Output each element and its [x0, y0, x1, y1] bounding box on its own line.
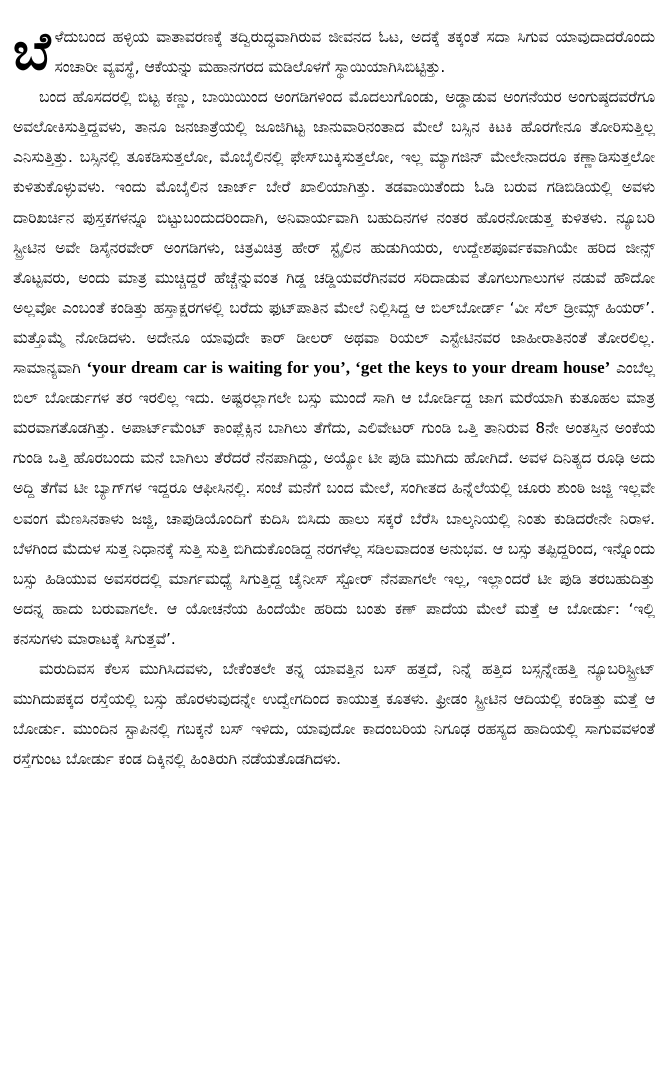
paragraph-2-text-b: ಎಂಬೆಲ್ಲ ಬಿಲ್ ಬೋರ್ಡುಗಳ ತರ ಇರಲಿಲ್ಲ ಇದು. ಅಷ್ಟರಲ್ಲಾಗಲೇ ಬಸ್ಸು ಮುಂದೆ ಸಾಗಿ ಆ ಬೋರ್ಡಿದ್ದ ಜಾಗ ಮರೆಯಾಗಿ ಕುತೂಹಲ ಮಾತ್ರ ಮರವಾಗತೊಡಗಿತ್ತು. ಅಪಾರ್ಟ್‌ಮೆಂಟ್ ಕಾಂಪ್ಲೆಕ್ಸಿನ ಬಾಗಿಲು ತೆಗೆದು, ಎಲಿವೇಟರ್ ಗುಂಡಿ ಒತ್ತಿ ತಾನಿರುವ 8ನೇ ಅಂತಸ್ತಿನ ಅಂಕೆಯ ಗುಂಡಿ ಒತ್ತಿ ಹೊರಬಂದು ಮನೆ ಬಾಗಿಲು ತೆರೆದರೆ ನೆನಪಾಗಿದ್ದು, ಅಯ್ಯೋ ಟೀ ಪುಡಿ ಮುಗಿದು ಹೋಗಿದೆ. ಅವಳ ದಿನಿತ್ಯದ ರೂಢಿ ಅದು ಅದ್ದಿ ತೆಗೆವ ಟೀ ಬ್ಯಾಗ್‌ಗಳ ಇದ್ದರೂ ಆಫೀಸಿನಲ್ಲಿ. ಸಂಜೆ ಮನೆಗೆ ಬಂದ ಮೇಲೆ, ಸಂಗೀತದ ಹಿನ್ನೆಲೆಯಲ್ಲಿ ಚೂರು ಶುಂಠಿ ಜಜ್ಜಿ ಇಲ್ಲವೇ ಲವಂಗ ಮೆಣಸಿನಕಾಳು ಜಜ್ಜಿ, ಚಾಪುಡಿಯೊಂದಿಗೆ ಕುದಿಸಿ ಬಿಸಿದು ಹಾಲು ಸಕ್ಕರೆ ಬೆರೆಸಿ ಬಾಲ್ಕನಿಯಲ್ಲಿ ನಿಂತು ಕುಡಿದರೇನೇ ನಿರಾಳ. ಬೆಳಗಿಂದ ಮೆದುಳ ಸುತ್ತ ನಿಧಾನಕ್ಕೆ ಸುತ್ತಿ ಸುತ್ತಿ ಬಿಗಿದುಕೊಂಡಿದ್ದ ನರಗಳೆಲ್ಲ ಸಡಿಲವಾದಂತ ಅನುಭವ. ಆ ಬಸ್ಸು ತಪ್ಪಿದ್ದರಿಂದ, ಇನ್ನೊಂದು ಬಸ್ಸು ಹಿಡಿಯುವ ಅವಸರದಲ್ಲಿ ಮಾರ್ಗಮಧ್ಯೆ ಸಿಗುತ್ತಿದ್ದ ಚೈನೀಸ್ ಸ್ಟೋರ್ ನೆನಪಾಗಲೇ ಇಲ್ಲ, ಇಲ್ಲಾಂದರೆ ಟೀ ಪುಡಿ ತರಬಹುದಿತ್ತು ಅದನ್ನ ಹಾದು ಬರುವಾಗಲೇ. ಆ ಯೋಚನೆಯ ಹಿಂದೆಯೇ ಹರಿದು ಬಂತು ಕಣ್ ಪಾದೆಯ ಮೇಲೆ ಮತ್ತೆ ಆ ಬೋರ್ಡು: ‘ಇಲ್ಲಿ ಕನಸುಗಳು ಮಾರಾಟಕ್ಕೆ ಸಿಗುತ್ತವೆ’.	[13, 359, 655, 648]
story-page	[13, 22, 655, 774]
paragraph-3	[13, 654, 655, 774]
paragraph-2-text-a: ಬಂದ ಹೊಸದರಲ್ಲಿ ಬಿಟ್ಟ ಕಣ್ಣು, ಬಾಯಿಯಿಂದ ಅಂಗಡಿಗಳಿಂದ ಮೊದಲುಗೊಂಡು, ಅಡ್ಡಾಡುವ ಅಂಗನೆಯರ ಅಂಗುಷ್ಠದವರೆಗೂ ಅವಲೋಕಿಸುತ್ತಿದ್ದವಳು, ತಾನೂ ಜನಜಾತ್ರೆಯಲ್ಲಿ ಜೂಜಿಗಿಟ್ಟ ಜಾನುವಾರಿನಂತಾದ ಮೇಲೆ ಬಸ್ಸಿನ ಕಿಟಕಿ ಹೊರಗೇನೂ ತೋರಿಸುತ್ತಿಲ್ಲ ಎನಿಸುತ್ತಿತ್ತು. ಬಸ್ಸಿನಲ್ಲಿ ತೂಕಡಿಸುತ್ತಲೋ, ಮೊಬೈಲಿನಲ್ಲಿ ಫೇಸ್‌ಬುಕ್ಕಿಸುತ್ತಲೋ, ಇಲ್ಲ ಮ್ಯಾಗಜಿನ್ ಮೇಲೇನಾದರೂ ಕಣ್ಣಾಡಿಸುತ್ತಲೋ ಕುಳಿತುಕೊಳ್ಳುವಳು. ಇಂದು ಮೊಬೈಲಿನ ಚಾರ್ಜ್ ಬೇರೆ ಖಾಲಿಯಾಗಿತ್ತು. ತಡವಾಯಿತೆಂದು ಓಡಿ ಬರುವ ಗಡಿಬಿಡಿಯಲ್ಲಿ ಅವಳು ದಾರಿಖರ್ಚಿನ ಪುಸ್ತಕಗಳನ್ನೂ ಬಿಟ್ಟುಬಂದುದರಿಂದಾಗಿ, ಅನಿವಾರ್ಯವಾಗಿ ಬಹುದಿನಗಳ ನಂತರ ಹೊರನೋಡುತ್ತ ಕುಳಿತಳು. ನ್ಯೂಬರಿ ಸ್ಟ್ರೀಟಿನ ಅವೇ ಡಿಸೈನರವೇರ್ ಅಂಗಡಿಗಳು, ಚಿತ್ರವಿಚಿತ್ರ ಹೇರ್ ಸ್ಟೈಲಿನ ಹುಡುಗಿಯರು, ಉದ್ದೇಶಪೂರ್ವಕವಾಗಿಯೇ ಹರಿದ ಜೀನ್ಸ್ ತೊಟ್ಟವರು, ಅಂದು ಮಾತ್ರ ಮುಚ್ಚಿದ್ದರೆ ಹೆಚ್ಚೆನ್ನುವಂತ ಗಿಡ್ಡ ಚಡ್ಡಿಯವರೆಗಿನವರ ಸರಿದಾಡುವ ತೊಗಲುಗಾಲುಗಳ ನಡುವೆ ಹೌದೋ ಅಲ್ಲವೋ ಎಂಬಂತೆ ಕಂಡಿತ್ತು ಹಸ್ತಾಕ್ಷರಗಳಲ್ಲಿ ಬರೆದು ಫುಟ್‌ಪಾತಿನ ಮೇಲೆ ನಿಲ್ಲಿಸಿದ್ದ ಆ ಬಿಲ್‌ಬೋರ್ಡ್ ‘ವೀ ಸೆಲ್ ಡ್ರೀಮ್ಸ್ ಹಿಯರ್’. ಮತ್ತೊಮ್ಮೆ ನೋಡಿದಳು. ಅದೇನೂ ಯಾವುದೇ ಕಾರ್ ಡೀಲರ್ ಅಥವಾ ರಿಯಲ್ ಎಸ್ಟೇಟಿನವರ ಜಾಹೀರಾತಿನಂತೆ ತೋರಲಿಲ್ಲ. ಸಾಮಾನ್ಯವಾಗಿ	[13, 88, 655, 378]
dropcap-letter: ಬೆ	[13, 22, 51, 82]
paragraph-2	[13, 82, 655, 654]
paragraph-1-text: ಳೆದುಬಂದ ಹಳ್ಳಿಯ ವಾತಾವರಣಕ್ಕೆ ತದ್ವಿರುದ್ಧವಾಗಿರುವ ಜೀವನದ ಓಟ, ಅದಕ್ಕೆ ತಕ್ಕಂತೆ ಸದಾ ಸಿಗುವ ಯಾವುದಾದರೊಂದು ಸಂಚಾರೀ ವ್ಯವಸ್ಥೆ, ಆಕೆಯನ್ನು ಮಹಾನಗರದ ಮಡಿಲೊಳಗೆ ಸ್ಥಾಯಿಯಾಗಿಸಿಬಿಟ್ಟಿತ್ತು.	[54, 28, 655, 77]
paragraph-3-text: ಮರುದಿವಸ ಕೆಲಸ ಮುಗಿಸಿದವಳು, ಬೇಕೆಂತಲೇ ತನ್ನ ಯಾವತ್ತಿನ ಬಸ್ ಹತ್ತದೆ, ನಿನ್ನೆ ಹತ್ತಿದ ಬಸ್ಸನ್ನೇಹತ್ತಿ ನ್ಯೂಬರಿಸ್ಟ್ರೀಟ್ ಮುಗಿದುಪಕ್ಕದ ರಸ್ತೆಯಲ್ಲಿ ಬಸ್ಸು ಹೊರಳುವುದನ್ನೇ ಉದ್ವೇಗದಿಂದ ಕಾಯುತ್ತ ಕೂತಳು. ಫ್ರೀಡಂ ಸ್ಟ್ರೀಟಿನ ಆದಿಯಲ್ಲಿ ಕಂಡಿತ್ತು ಮತ್ತೆ ಆ ಬೋರ್ಡು. ಮುಂದಿನ ಸ್ಟಾಪಿನಲ್ಲಿ ಗಬಕ್ಕನೆ ಬಸ್ ಇಳಿದು, ಯಾವುದೋ ಕಾದಂಬರಿಯ ನಿಗೂಢ ರಹಸ್ಯದ ಹಾದಿಯಲ್ಲಿ ಸಾಗುವವಳಂತೆ ರಸ್ತೆಗುಂಟ ಬೋರ್ಡು ಕಂಡ ದಿಕ್ಕಿನಲ್ಲಿ ಹಿಂತಿರುಗಿ ನಡೆಯತೊಡಗಿದಳು.	[13, 659, 655, 769]
paragraph-1	[13, 22, 655, 82]
english-quote: ‘your dream car is waiting for you’, ‘get the keys to your dream house’	[86, 358, 611, 378]
